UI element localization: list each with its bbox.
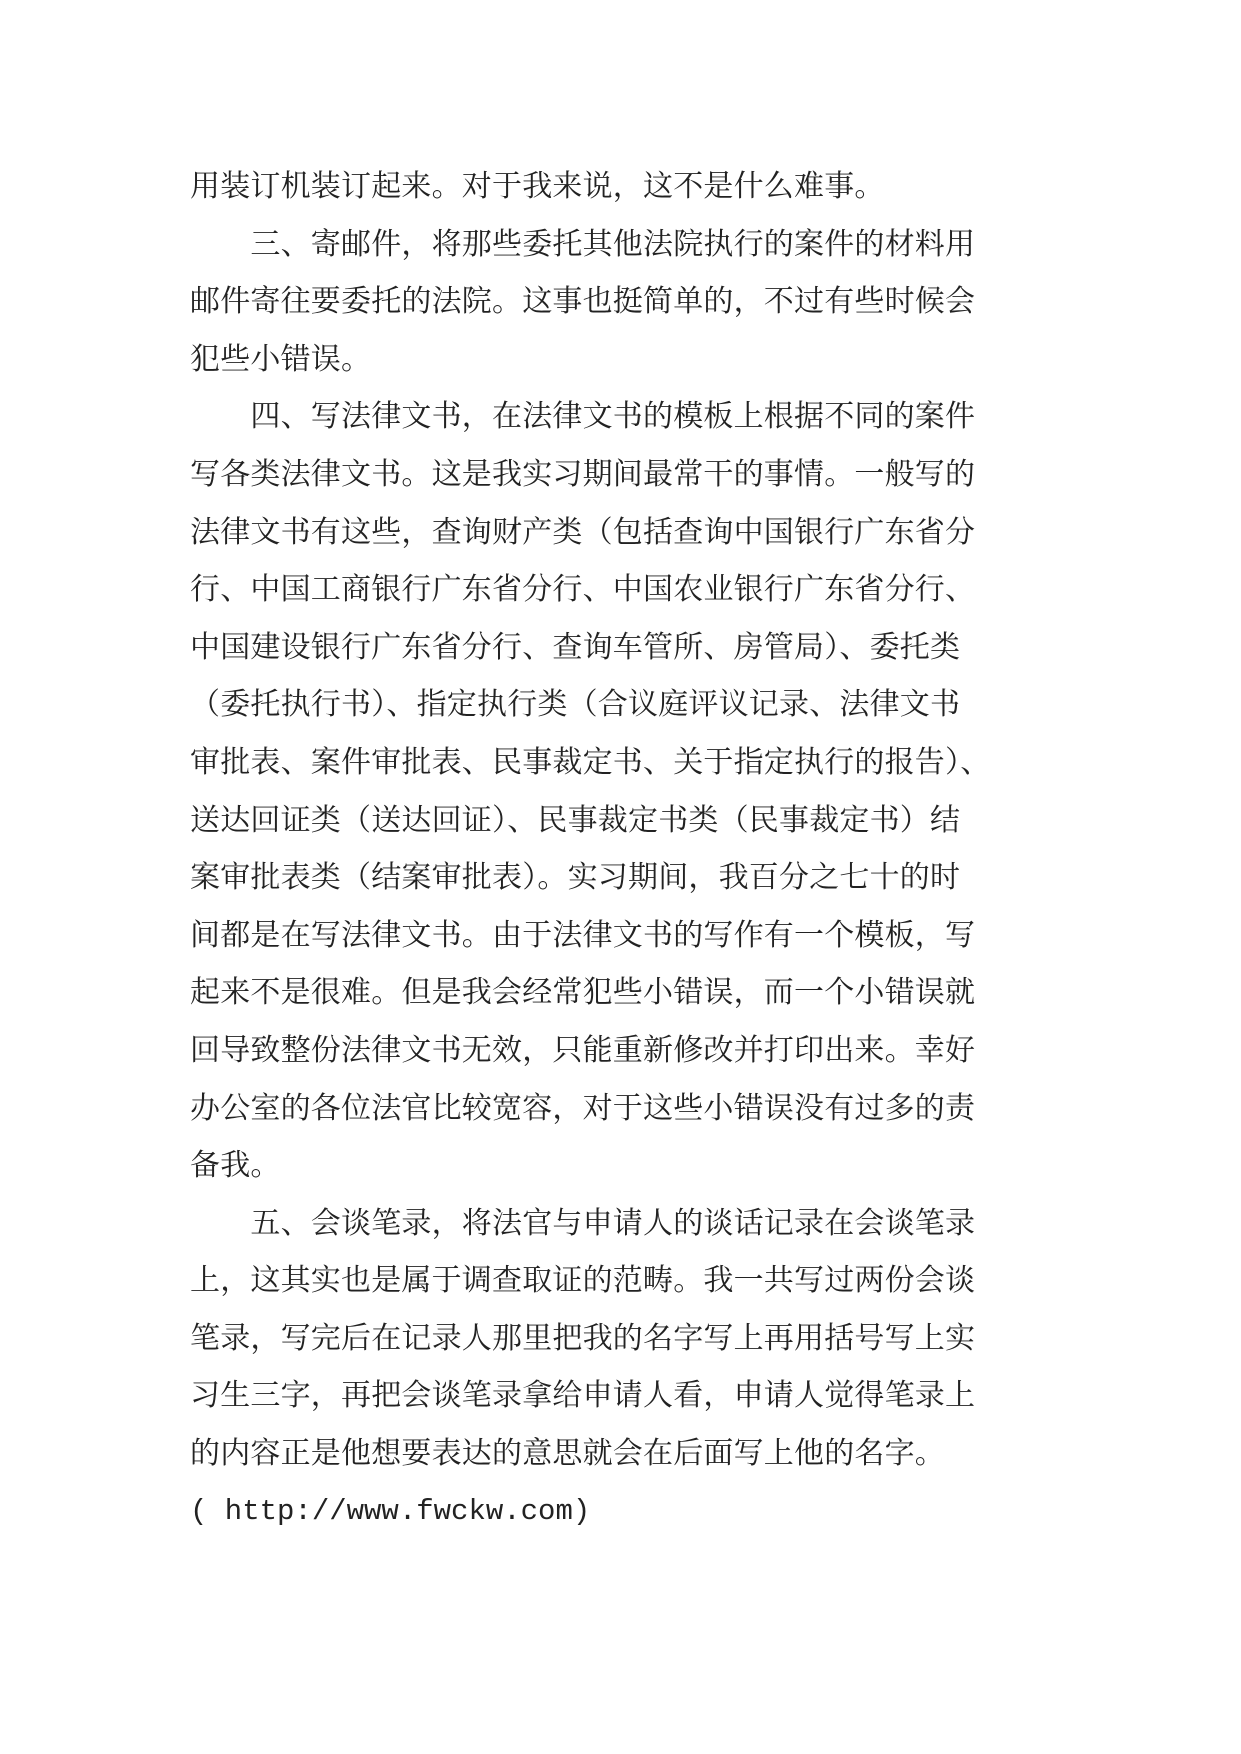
text-line: 案审批表类（结案审批表）。实习期间，我百分之七十的时 <box>190 860 961 896</box>
text-line: 犯些小错误。 <box>190 341 372 377</box>
text-line: 上，这其实也是属于调查取证的范畴。我一共写过两份会谈 <box>190 1263 976 1299</box>
text-line: 起来不是很难。但是我会经常犯些小错误，而一个小错误就 <box>190 975 976 1011</box>
text-line: 习生三字，再把会谈笔录拿给申请人看，申请人觉得笔录上 <box>190 1378 976 1414</box>
text-line: 送达回证类（送达回证）、民事裁定书类（民事裁定书）结 <box>190 802 961 838</box>
text-line: 中国建设银行广东省分行、查询车管所、房管局）、委托类 <box>190 629 961 665</box>
text-line: 五、会谈笔录，将法官与申请人的谈话记录在会谈笔录 <box>190 1205 976 1241</box>
text-line: 行、中国工商银行广东省分行、中国农业银行广东省分行、 <box>190 572 976 608</box>
source-url: ( http://www.fwckw.com) <box>190 1494 591 1528</box>
text-line: 间都是在写法律文书。由于法律文书的写作有一个模板，写 <box>190 917 976 953</box>
text-line: 法律文书有这些，查询财产类（包括查询中国银行广东省分 <box>190 514 976 550</box>
text-line: 办公室的各位法官比较宽容，对于这些小错误没有过多的责 <box>190 1090 976 1126</box>
text-line: 四、写法律文书，在法律文书的模板上根据不同的案件 <box>190 399 976 435</box>
text-line: 笔录，写完后在记录人那里把我的名字写上再用括号写上实 <box>190 1320 976 1356</box>
document-body <box>190 158 1050 1540</box>
text-line: 邮件寄往要委托的法院。这事也挺简单的，不过有些时候会 <box>190 284 976 320</box>
text-line: 审批表、案件审批表、民事裁定书、关于指定执行的报告）、 <box>190 744 991 780</box>
text-line: 的内容正是他想要表达的意思就会在后面写上他的名字。 <box>190 1436 945 1472</box>
text-line: 写各类法律文书。这是我实习期间最常干的事情。一般写的 <box>190 456 976 492</box>
text-line: （委托执行书）、指定执行类（合议庭评议记录、法律文书 <box>190 687 961 723</box>
text-line: 用装订机装订起来。对于我来说，这不是什么难事。 <box>190 169 885 204</box>
text-line: 回导致整份法律文书无效，只能重新修改并打印出来。幸好 <box>190 1032 976 1068</box>
text-line: 三、寄邮件，将那些委托其他法院执行的案件的材料用 <box>190 226 976 262</box>
text-line: 备我。 <box>190 1148 281 1184</box>
